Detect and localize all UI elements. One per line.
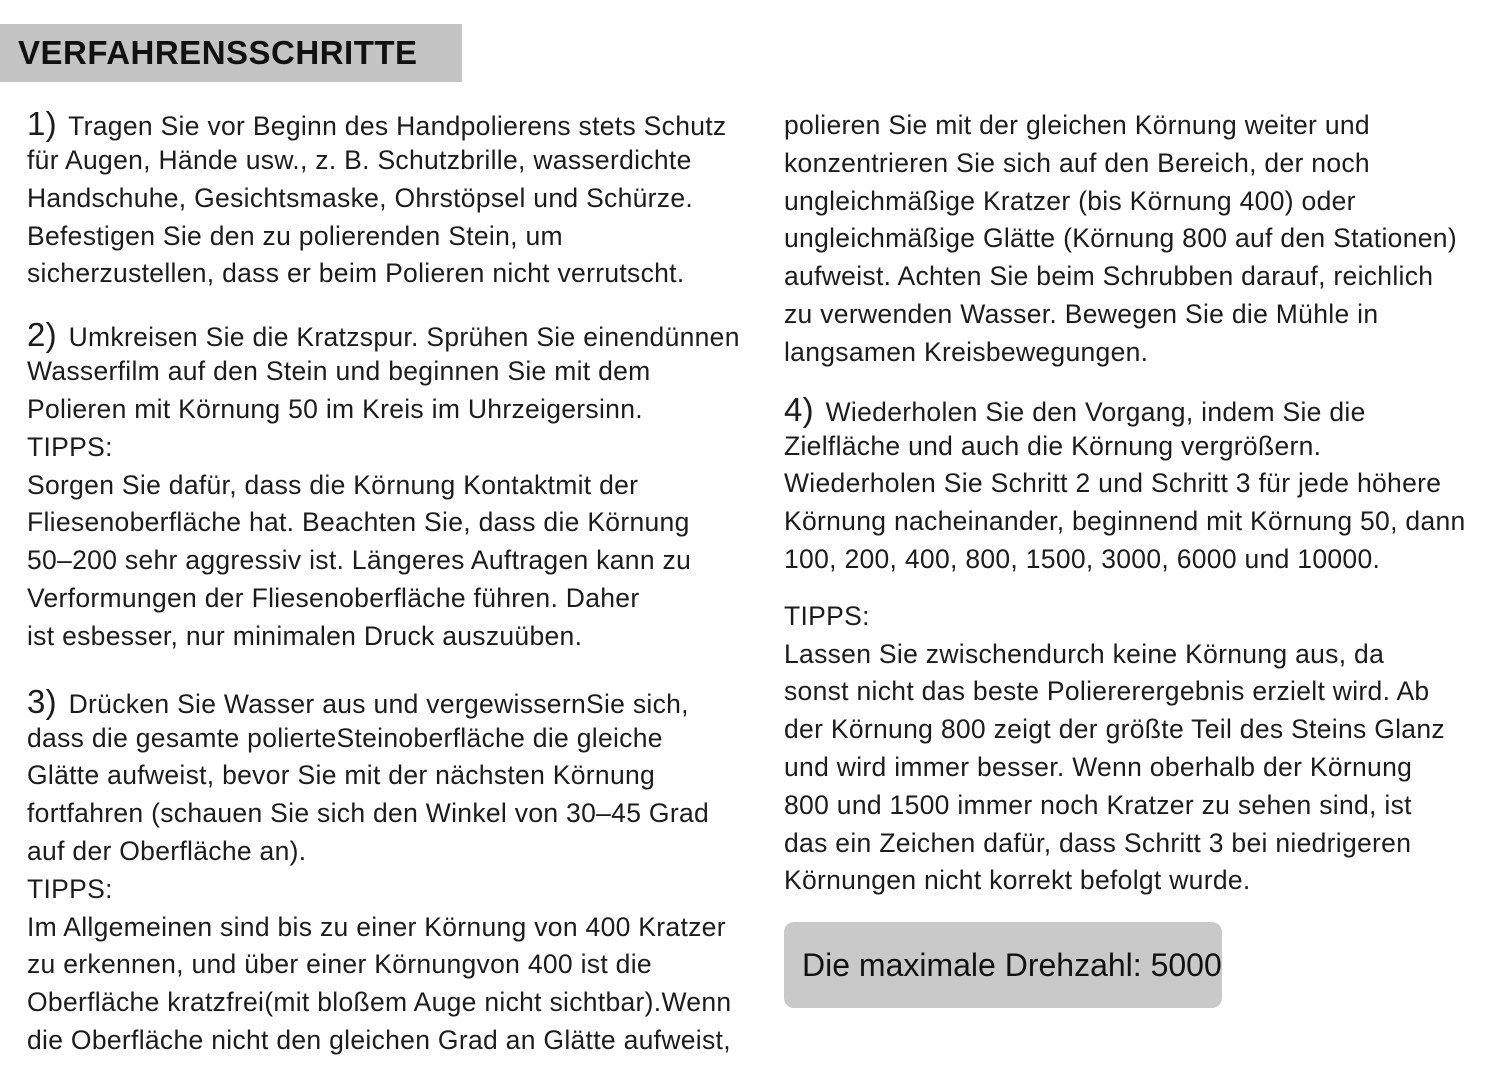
tips-block	[784, 598, 1489, 900]
step-3-line: Oberfläche kratzfrei(mit bloßem Auge nicht sichtbar).Wenn	[27, 987, 732, 1018]
step-4	[784, 390, 1489, 579]
step-4-line: 100, 200, 400, 800, 1500, 3000, 6000 und 10000.	[784, 543, 1381, 574]
step-3-line: auf der Oberfläche an).	[27, 835, 307, 866]
tips-line: und wird immer besser. Wenn oberhalb der Körnung	[784, 751, 1413, 782]
step-1-number: 1)	[27, 105, 57, 142]
step-3-first-text: Drücken Sie Wasser aus und vergewissernSie sich,	[68, 688, 689, 719]
tips-line: Körnungen nicht korrekt befolgt wurde.	[784, 865, 1251, 896]
step-3-tips-label: TIPPS:	[27, 873, 113, 904]
max-speed-box	[784, 922, 1222, 1008]
step-1-line: Handschuhe, Gesichtsmaske, Ohrstöpsel und Schürze.	[27, 182, 694, 213]
step-3-cont-line: ungleichmäßige Kratzer (bis Körnung 400) oder	[784, 185, 1356, 216]
step-4-first-text: Wiederholen Sie den Vorgang, indem Sie die	[825, 396, 1366, 427]
step-3-line: zu erkennen, und über einer Körnungvon 400 ist die	[27, 949, 652, 980]
step-2-line: Sorgen Sie dafür, dass die Körnung Kontaktmit der	[27, 469, 639, 500]
step-2-line: Polieren mit Körnung 50 im Kreis im Uhrzeigersinn.	[27, 393, 643, 424]
step-2	[27, 315, 757, 655]
step-1	[27, 104, 757, 293]
step-3-line: Glätte aufweist, bevor Sie mit der nächsten Körnung	[27, 760, 656, 791]
step-2-line: Verformungen der Fliesenoberfläche führen. Daher	[27, 582, 640, 613]
step-1-line: für Augen, Hände usw., z. B. Schutzbrille, wasserdichte	[27, 145, 692, 175]
step-4-line: Körnung nacheinander, beginnend mit Körnung 50, dann	[784, 506, 1466, 537]
step-3-line: fortfahren (schauen Sie sich den Winkel von 30–45 Grad	[27, 798, 710, 829]
max-speed-text: Die maximale Drehzahl: 5000	[802, 946, 1222, 983]
step-3-line: dass die gesamte polierteSteinoberfläche die gleiche	[27, 722, 663, 753]
step-1-first-line	[27, 104, 757, 142]
step-2-line: Fliesenoberfläche hat. Beachten Sie, dass die Körnung	[27, 507, 690, 538]
step-2-first-text: Umkreisen Sie die Kratzspur. Sprühen Sie einendünnen	[68, 322, 740, 353]
step-2-first-line	[27, 315, 757, 353]
tips-label: TIPPS:	[784, 600, 870, 631]
step-2-line: Wasserfilm auf den Stein und beginnen Sie mit dem	[27, 356, 651, 387]
step-3-cont-line: langsamen Kreisbewegungen.	[784, 336, 1149, 367]
step-4-line: Zielfläche und auch die Körnung vergrößern.	[784, 430, 1322, 461]
tips-line: 800 und 1500 immer noch Kratzer zu sehen sind, ist	[784, 789, 1412, 820]
step-3-cont-line: aufweist. Achten Sie beim Schrubben darauf, reichlich	[784, 261, 1434, 292]
step-1-line: sicherzustellen, dass er beim Polieren nicht verrutscht.	[27, 258, 685, 289]
tips-line: das ein Zeichen dafür, dass Schritt 3 bei niedrigeren	[784, 827, 1412, 858]
step-2-number: 2)	[27, 316, 57, 354]
step-2-line: ist esbesser, nur minimalen Druck auszuüben.	[27, 620, 583, 651]
step-1-line: Befestigen Sie den zu polierenden Stein, um	[27, 220, 563, 251]
step-3-line: Im Allgemeinen sind bis zu einer Körnung von 400 Kratzer	[27, 911, 726, 942]
step-3-first-line	[27, 682, 757, 720]
step-4-number: 4)	[784, 390, 814, 428]
step-1-first-text: Tragen Sie vor Beginn des Handpolierens stets Schutz	[68, 111, 727, 141]
tips-line: sonst nicht das beste Poliererergebnis erzielt wird. Ab	[784, 676, 1430, 707]
step-3-cont-line: polieren Sie mit der gleichen Körnung weiter und	[784, 110, 1370, 140]
right-column	[784, 107, 1489, 900]
section-heading-box	[0, 24, 462, 82]
section-heading: VERFAHRENSSCHRITTE	[18, 34, 418, 71]
tips-line: Lassen Sie zwischendurch keine Körnung aus, da	[784, 638, 1385, 669]
step-3-cont-line: ungleichmäßige Glätte (Körnung 800 auf den Stationen)	[784, 223, 1457, 254]
step-2-line: 50–200 sehr aggressiv ist. Längeres Auftragen kann zu	[27, 545, 692, 576]
step-4-first-line	[784, 390, 1489, 428]
step-3-cont-line: zu verwenden Wasser. Bewegen Sie die Mühle in	[784, 298, 1379, 329]
tips-line: der Körnung 800 zeigt der größte Teil des Steins Glanz	[784, 714, 1445, 745]
step-3-line: die Oberfläche nicht den gleichen Grad an Glätte aufweist,	[27, 1024, 731, 1055]
step-3-continued	[784, 107, 1489, 372]
step-3-number: 3)	[27, 682, 57, 720]
step-3	[27, 682, 757, 1060]
step-4-line: Wiederholen Sie Schritt 2 und Schritt 3 für jede höhere	[784, 468, 1442, 499]
left-column	[27, 104, 757, 1060]
step-2-tips-label: TIPPS:	[27, 431, 113, 462]
step-3-cont-line: konzentrieren Sie sich auf den Bereich, der noch	[784, 147, 1370, 178]
